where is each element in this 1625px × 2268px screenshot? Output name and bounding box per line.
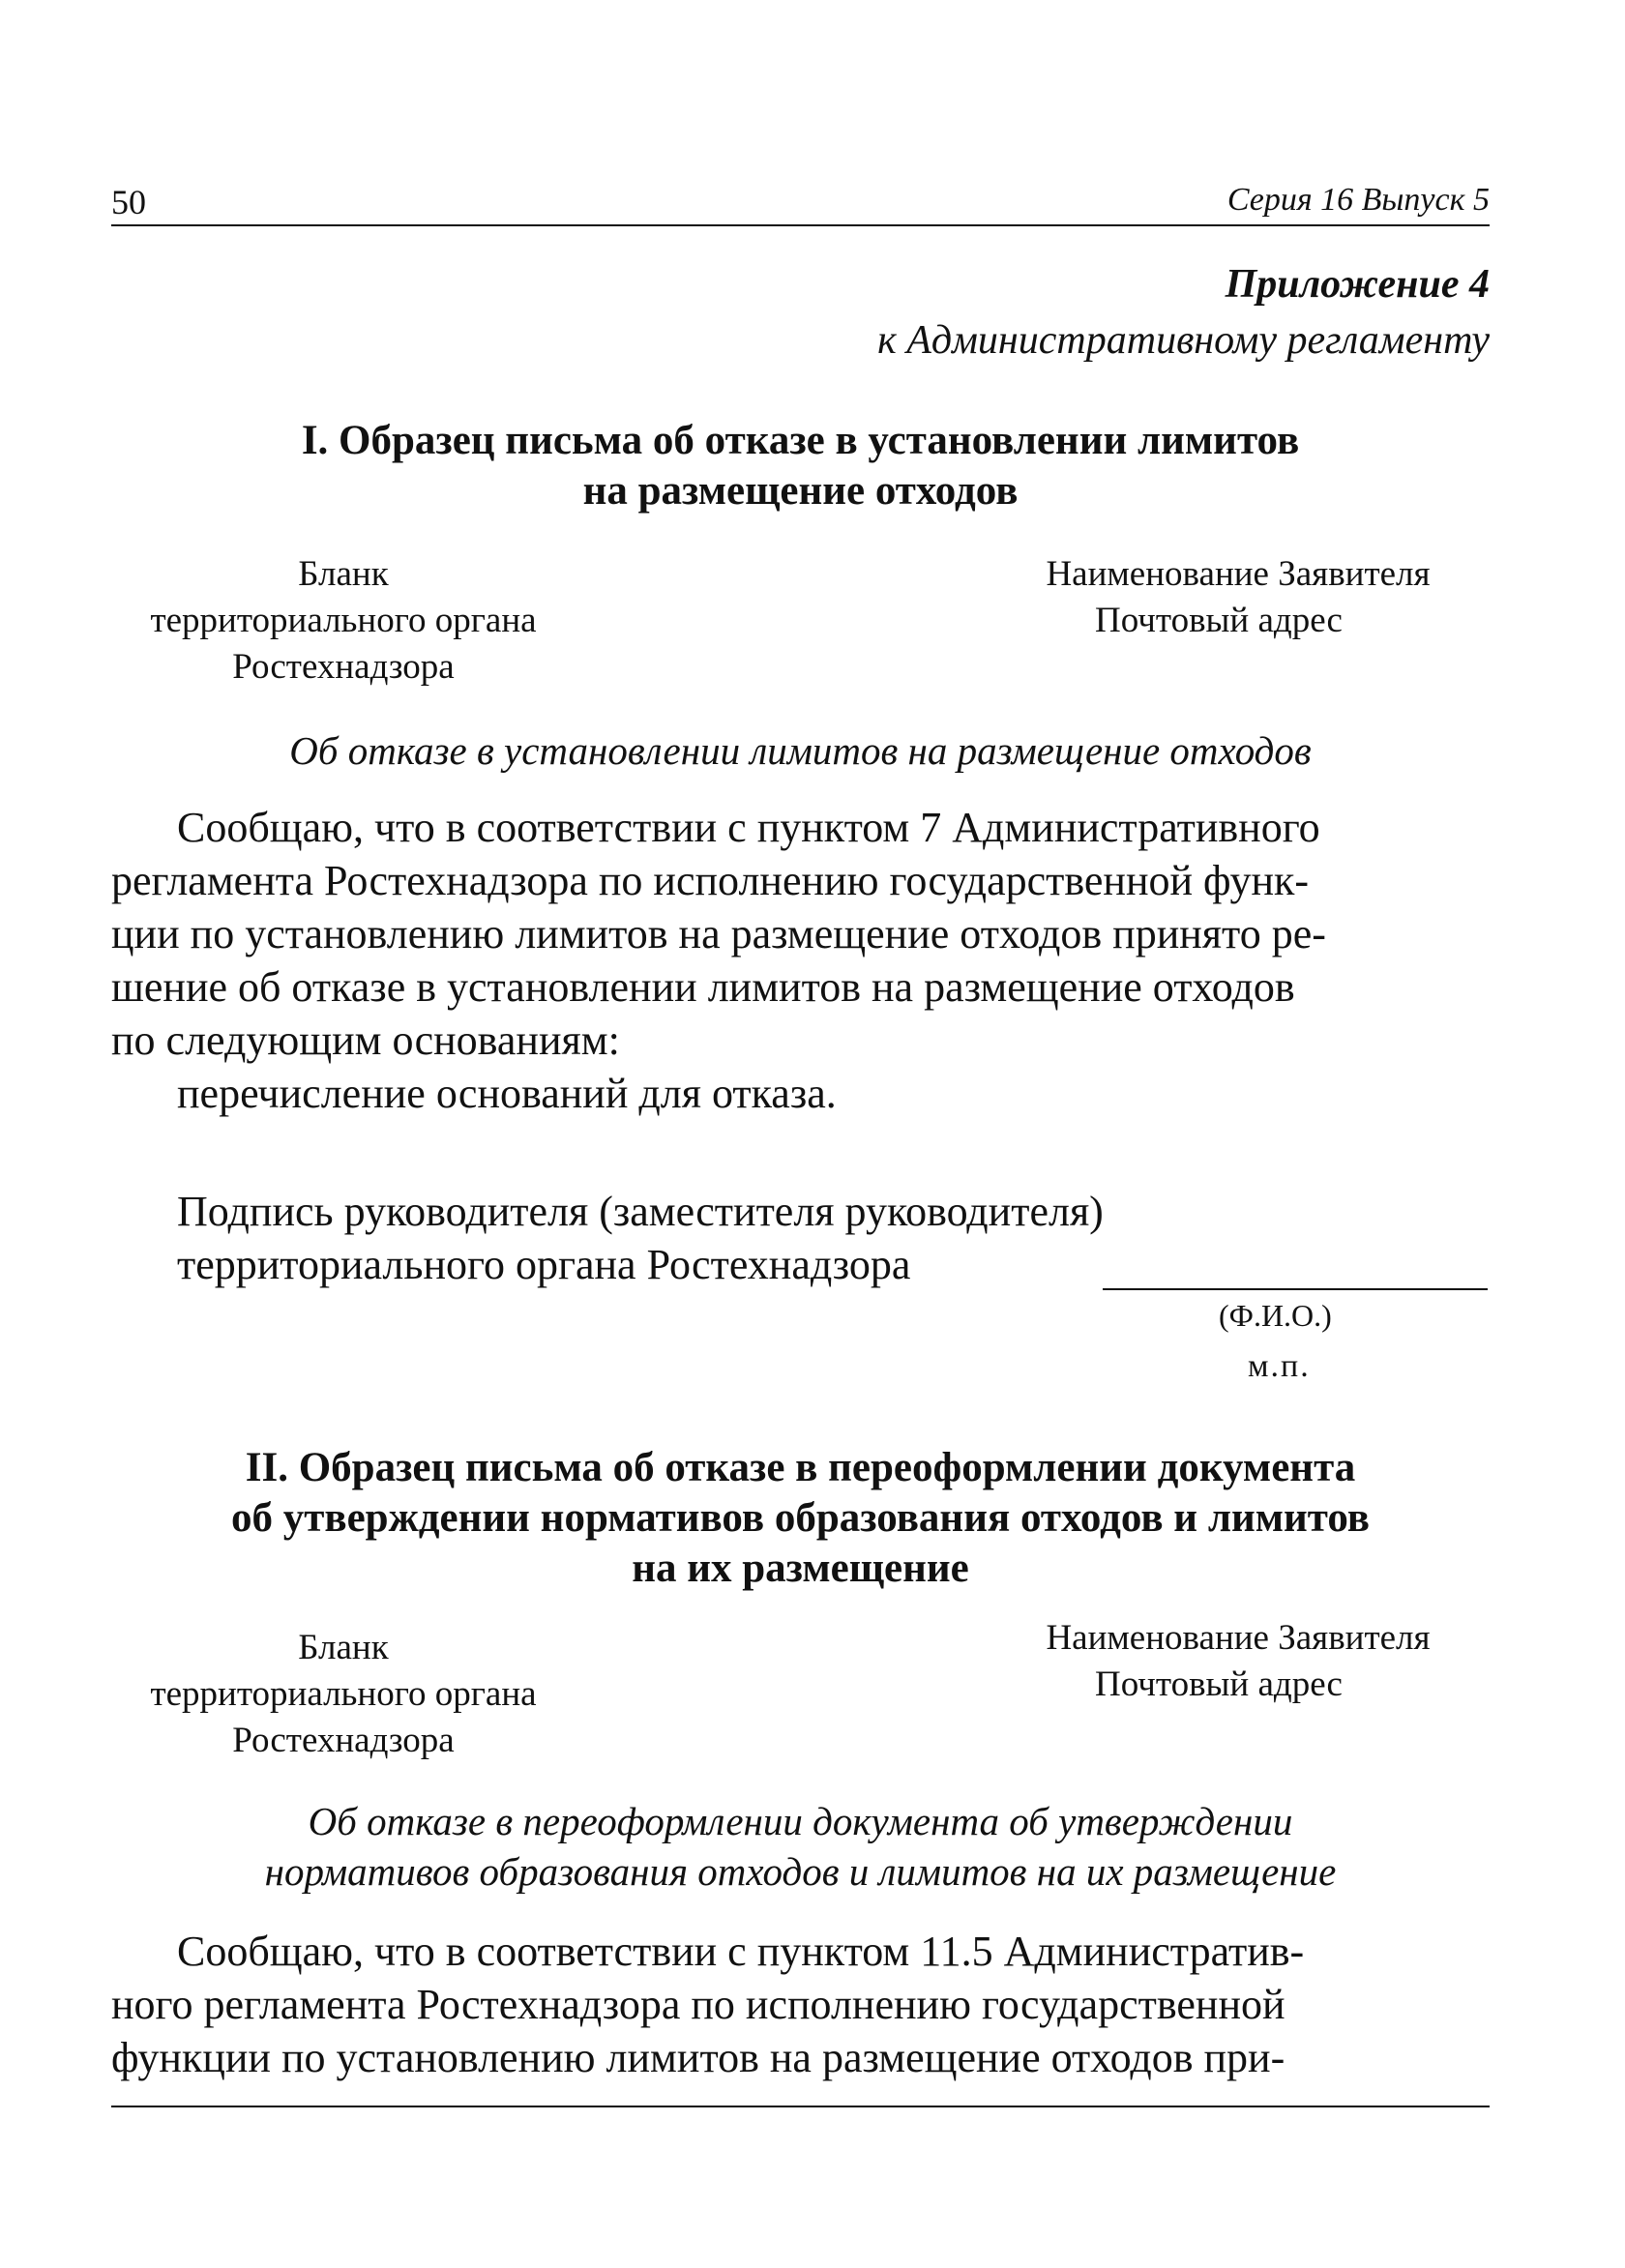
series-label: Серия 16 Выпуск 5 (1226, 182, 1490, 218)
subject-line: Об отказе в установлении лимитов на размещение отходов (289, 728, 1312, 773)
blank-line: Ростехнадзора (232, 647, 455, 687)
section-1-addresses (111, 551, 1490, 696)
body-line: регламента Ростехнадзора по исполнению государственной функ- (111, 857, 1310, 904)
recipient-name: Наименование Заявителя (1046, 554, 1431, 594)
heading-line: на их размещение (632, 1546, 969, 1591)
blank-line: территориального органа (150, 1674, 537, 1714)
appendix-title: Приложение 4 (1225, 262, 1490, 307)
bottom-rule (111, 2106, 1490, 2107)
body-line: по следующим основаниям: (111, 1016, 620, 1064)
blank-line: территориального органа (150, 601, 537, 640)
signature-block (177, 1185, 1104, 1291)
section-1-subject (111, 725, 1490, 776)
signature-underline (1103, 1288, 1488, 1290)
grounds-line: перечисление оснований для отказа. (177, 1070, 837, 1117)
section-2-subject (111, 1796, 1490, 1897)
section-1-heading (111, 416, 1490, 516)
subject-line: Об отказе в переоформлении документа об утверждении (308, 1799, 1293, 1843)
stamp-label: м.п. (1248, 1348, 1311, 1384)
signature-line: Подпись руководителя (заместителя руководителя) (177, 1188, 1104, 1235)
heading-line: на размещение отходов (582, 468, 1019, 514)
recipient-block (987, 551, 1490, 644)
body-line: ного регламента Ростехнадзора по исполнению государственной (111, 1981, 1285, 2028)
signature-line: территориального органа Ростехнадзора (177, 1241, 911, 1288)
page-number: 50 (111, 183, 146, 221)
heading-line: I. Образец письма об отказе в установлении лимитов (301, 418, 1300, 463)
fio-label: (Ф.И.О.) (1219, 1298, 1332, 1333)
blank-line: Бланк (298, 1628, 389, 1667)
body-line: Сообщаю, что в соответствии с пунктом 11.5 Административ- (177, 1928, 1305, 1975)
appendix-subtitle: к Административному регламенту (877, 318, 1490, 363)
section-2-heading (111, 1443, 1490, 1594)
section-2-addresses (111, 1615, 1490, 1760)
section-1-body (111, 801, 1490, 1120)
subject-line: нормативов образования отходов и лимитов на их размещение (264, 1849, 1337, 1894)
sender-blank (111, 551, 576, 691)
running-header (111, 182, 1490, 226)
blank-line: Бланк (298, 554, 389, 594)
body-line: ции по установлению лимитов на размещение отходов принято ре- (111, 910, 1326, 957)
blank-line: Ростехнадзора (232, 1721, 455, 1760)
body-line: Сообщаю, что в соответствии с пунктом 7 Административного (177, 804, 1320, 851)
heading-line: II. Образец письма об отказе в переоформлении документа (245, 1445, 1356, 1490)
recipient-address: Почтовый адрес (1095, 601, 1343, 640)
body-line: функции по установлению лимитов на размещение отходов при- (111, 2034, 1285, 2081)
heading-line: об утверждении нормативов образования отходов и лимитов (230, 1495, 1371, 1541)
body-line: шение об отказе в установлении лимитов на размещение отходов (111, 963, 1295, 1011)
recipient-name: Наименование Заявителя (1046, 1618, 1431, 1658)
section-2-body (111, 1925, 1490, 2084)
sender-blank (111, 1625, 576, 1764)
recipient-block (987, 1615, 1490, 1708)
recipient-address: Почтовый адрес (1095, 1664, 1343, 1704)
